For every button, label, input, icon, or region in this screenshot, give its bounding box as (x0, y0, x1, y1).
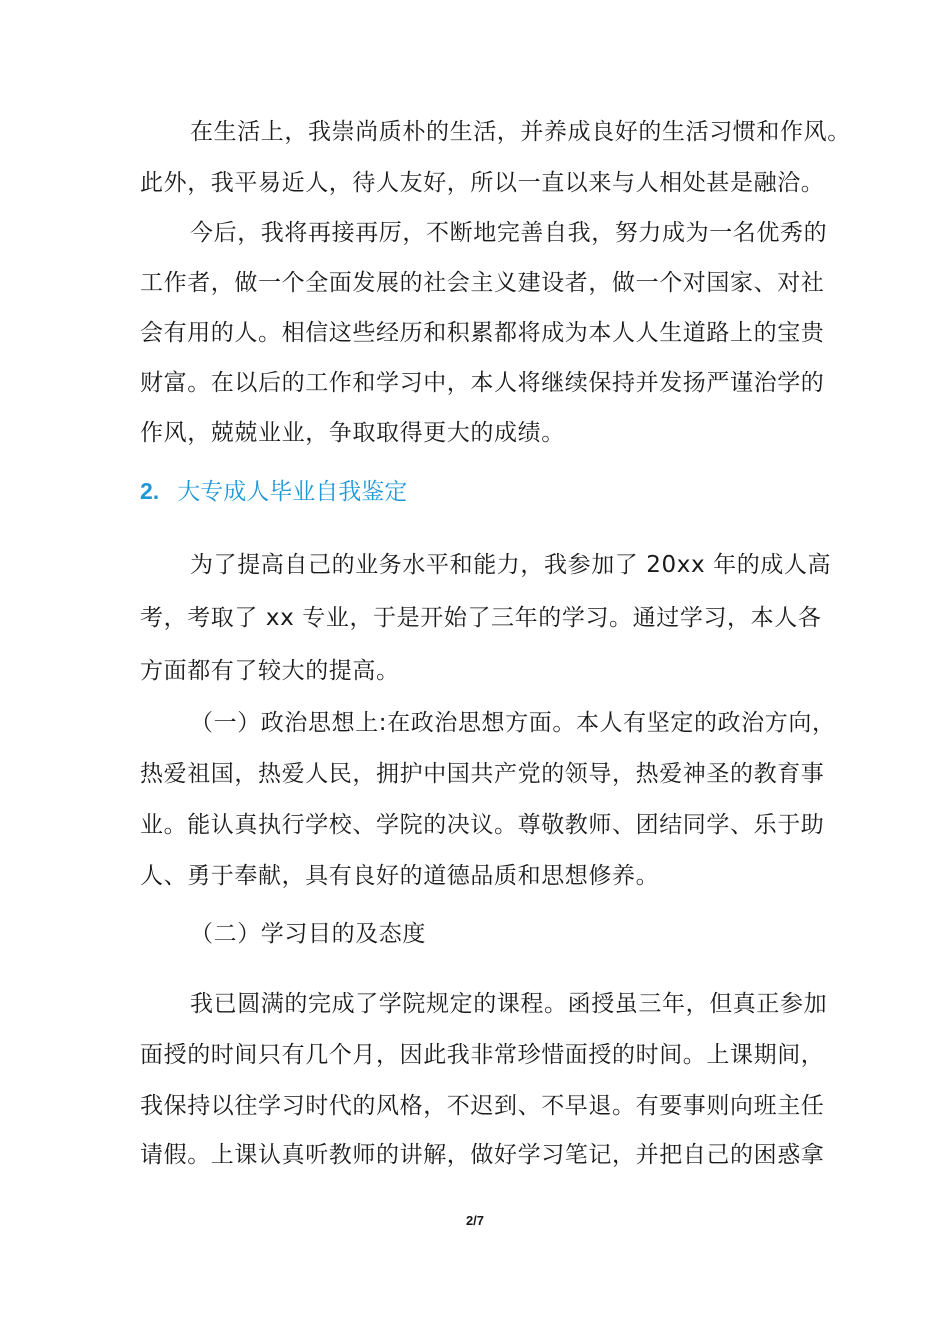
paragraph-line: 为了提高自己的业务水平和能力，我参加了 20xx 年的成人高 (190, 552, 832, 578)
paragraph-line: 面授的时间只有几个月，因此我非常珍惜面授的时间。上课期间， (140, 1042, 825, 1068)
section-heading (140, 476, 407, 507)
paragraph-line: （一）政治思想上:在政治思想方面。本人有坚定的政治方向， (190, 710, 836, 736)
paragraph-line: 会有用的人。相信这些经历和积累都将成为本人人生道路上的宝贵 (140, 320, 825, 346)
paragraph-line: 工作者，做一个全面发展的社会主义建设者，做一个对国家、对社 (140, 270, 825, 296)
paragraph-line: 我已圆满的完成了学院规定的课程。函授虽三年，但真正参加 (190, 991, 828, 1017)
subsection-heading: （二）学习目的及态度 (190, 921, 426, 947)
paragraph-line: 我保持以往学习时代的风格，不迟到、不早退。有要事则向班主任 (140, 1093, 825, 1119)
page-number: 2/7 (465, 1213, 485, 1228)
paragraph-line: 今后，我将再接再厉，不断地完善自我，努力成为一名优秀的 (190, 220, 828, 246)
paragraph-line: 财富。在以后的工作和学习中，本人将继续保持并发扬严谨治学的 (140, 370, 825, 396)
paragraph-line: 人、勇于奉献，具有良好的道德品质和思想修养。 (140, 863, 660, 889)
paragraph-line: 业。能认真执行学校、学院的决议。尊敬教师、团结同学、乐于助 (140, 812, 825, 838)
paragraph-line: 此外，我平易近人，待人友好，所以一直以来与人相处甚是融洽。 (140, 170, 825, 196)
paragraph-line: 考，考取了 xx 专业，于是开始了三年的学习。通过学习，本人各 (140, 605, 822, 631)
paragraph-line: 热爱祖国，热爱人民，拥护中国共产党的领导，热爱神圣的教育事 (140, 761, 825, 787)
paragraph-line: 请假。上课认真听教师的讲解，做好学习笔记，并把自己的困惑拿 (140, 1142, 825, 1168)
paragraph-line: 方面都有了较大的提高。 (140, 658, 400, 684)
paragraph-line: 作风，兢兢业业，争取取得更大的成绩。 (140, 420, 565, 446)
section-title: 大专成人毕业自我鉴定 (177, 479, 408, 505)
paragraph-line: 在生活上，我崇尚质朴的生活，并养成良好的生活习惯和作风。 (190, 119, 851, 145)
section-number: 2. (140, 478, 160, 504)
